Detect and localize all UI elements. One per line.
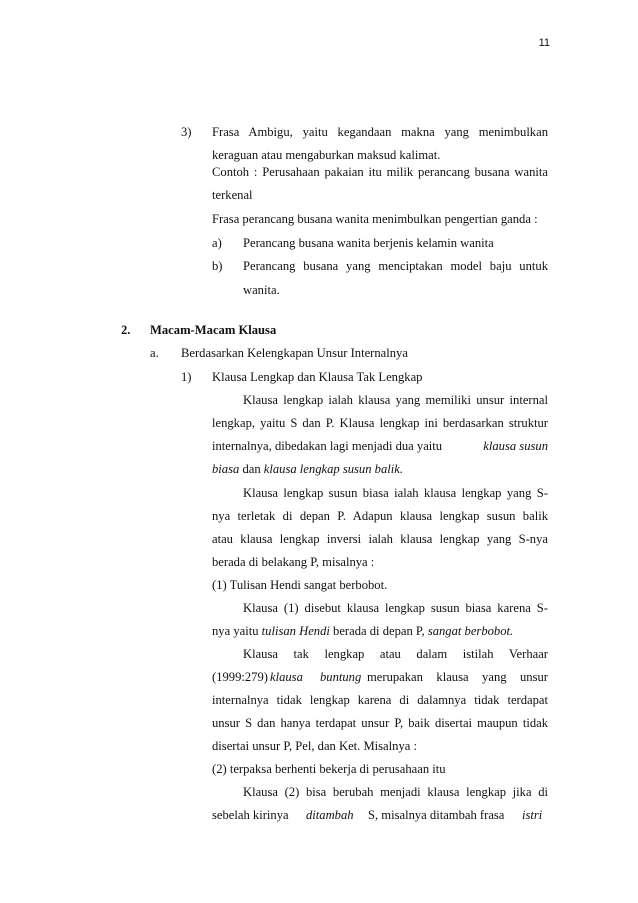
paragraph-line: S, misalnya ditambah frasa bbox=[368, 808, 505, 822]
paragraph-line bbox=[212, 438, 442, 454]
paragraph-line: merupakan klausa yang unsur bbox=[367, 670, 548, 684]
text-run: berada di depan P, bbox=[329, 624, 428, 638]
paragraph-line: Klausa tak lengkap atau dalam istilah Verhaar bbox=[243, 647, 548, 661]
option-text: Perancang busana yang menciptakan model baju untuk bbox=[243, 259, 548, 273]
list-number: 1) bbox=[181, 370, 192, 384]
example-sentence: (2) terpaksa berhenti bekerja di perusahaan itu bbox=[212, 762, 446, 776]
example-line: Contoh : Perusahaan pakaian itu milik perancang busana wanita bbox=[212, 165, 548, 179]
paragraph-line: Frasa Ambigu, yaitu kegandaan makna yang menimbulkan bbox=[212, 125, 548, 139]
paragraph-line: nya terletak di depan P. Adapun klausa lengkap susun balik bbox=[212, 509, 548, 523]
paragraph-line: Klausa lengkap ialah klausa yang memiliki unsur internal bbox=[243, 393, 548, 407]
paragraph-line: unsur S dan hanya terdapat unsur P, baik disertai maupun tidak bbox=[212, 716, 548, 730]
paragraph-line: disertai unsur P, Pel, dan Ket. Misalnya : bbox=[212, 739, 417, 753]
italic-term: biasa bbox=[212, 462, 240, 476]
paragraph-line: Klausa (2) bisa berubah menjadi klausa lengkap jika di bbox=[243, 785, 548, 799]
example-sentence: (1) Tulisan Hendi sangat berbobot. bbox=[212, 578, 388, 592]
text-run: internalnya, dibedakan lagi menjadi dua yaitu bbox=[212, 439, 443, 453]
subsection-title: Berdasarkan Kelengkapan Unsur Internalnya bbox=[181, 346, 408, 360]
list-number: 3) bbox=[181, 125, 192, 139]
italic-term: istri bbox=[522, 808, 543, 822]
paragraph-line: sebelah kirinya bbox=[212, 808, 289, 822]
italic-term: buntung bbox=[320, 670, 362, 684]
paragraph-line: Frasa perancang busana wanita menimbulkan pengertian ganda : bbox=[212, 212, 538, 226]
paragraph-line: Klausa (1) disebut klausa lengkap susun biasa karena S- bbox=[243, 601, 548, 615]
text-run: nya yaitu bbox=[212, 624, 262, 638]
item-title: Klausa Lengkap dan Klausa Tak Lengkap bbox=[212, 370, 423, 384]
option-label: a) bbox=[212, 236, 222, 250]
option-label: b) bbox=[212, 259, 223, 273]
subsection-label: a. bbox=[150, 346, 159, 360]
option-text: wanita. bbox=[243, 283, 280, 297]
paragraph-line bbox=[212, 623, 513, 639]
paragraph-line: keraguan atau mengaburkan maksud kalimat. bbox=[212, 148, 441, 162]
paragraph-line: berada di belakang P, misalnya : bbox=[212, 555, 375, 569]
page-number: 11 bbox=[538, 37, 550, 49]
italic-term: sangat berbobot. bbox=[427, 624, 514, 638]
italic-term: ditambah bbox=[306, 808, 354, 822]
section-number: 2. bbox=[121, 323, 131, 337]
example-line: terkenal bbox=[212, 188, 253, 202]
italic-term: tulisan Hendi bbox=[261, 624, 330, 638]
italic-term: klausa lengkap susun balik. bbox=[263, 462, 403, 476]
option-text: Perancang busana wanita berjenis kelamin wanita bbox=[243, 236, 494, 250]
paragraph-line bbox=[212, 461, 403, 477]
paragraph-line: lengkap, yaitu S dan P. Klausa lengkap ini berdasarkan struktur bbox=[212, 416, 548, 430]
paragraph-line: Klausa lengkap susun biasa ialah klausa lengkap yang S- bbox=[243, 486, 548, 500]
paragraph-line: atau klausa lengkap inversi ialah klausa lengkap yang S-nya bbox=[212, 532, 548, 546]
section-title: Macam-Macam Klausa bbox=[150, 323, 277, 337]
paragraph-line: internalnya tidak lengkap karena di dalamnya tidak terdapat bbox=[212, 693, 548, 707]
paragraph-line: (1999:279) bbox=[212, 670, 268, 684]
text-run: dan bbox=[239, 462, 264, 476]
italic-term: klausa bbox=[270, 670, 303, 684]
italic-term: klausa susun bbox=[483, 439, 548, 453]
